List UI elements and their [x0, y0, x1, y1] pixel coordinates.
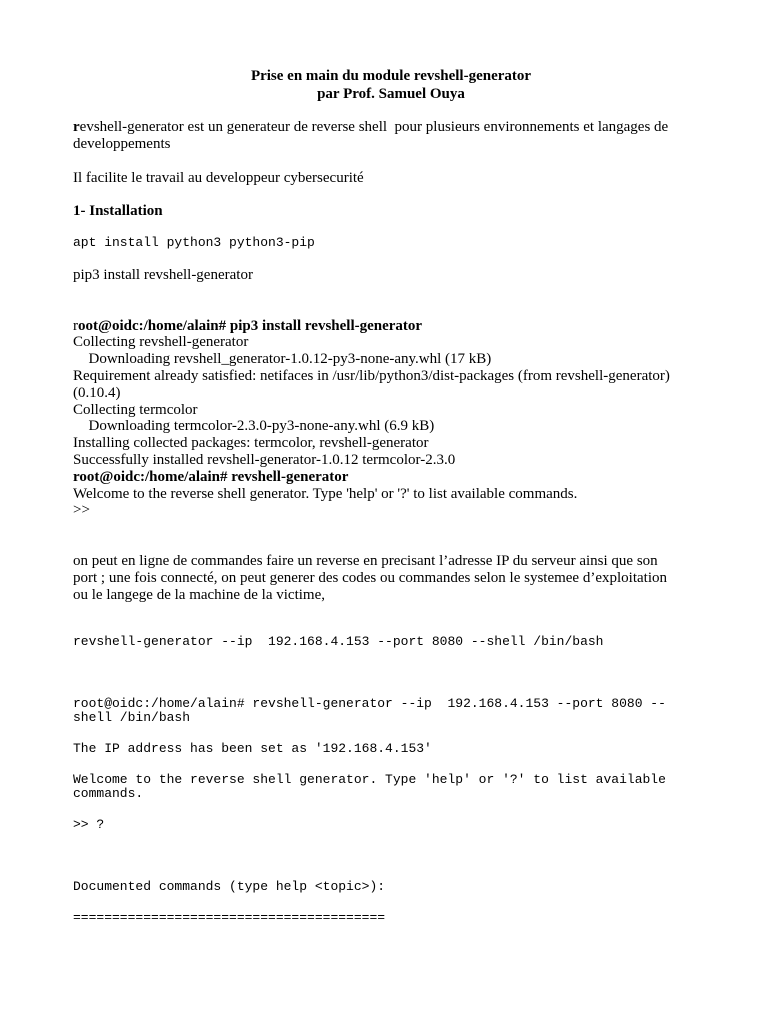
install-output-line: Successfully installed revshell-generator-1.0.12 termcolor-2.3.0 [73, 452, 456, 468]
example-welcome-line2: commands. [73, 786, 144, 801]
separator-line: ======================================== [73, 910, 386, 925]
help-query-prompt: >> ? [73, 817, 105, 832]
install-output-line: Downloading termcolor-2.3.0-py3-none-any.whl (6.9 kB) [81, 418, 435, 434]
intro-paragraph-2: Il facilite le travail au developpeur cybersecurité [73, 170, 364, 186]
example-command: revshell-generator --ip 192.168.4.153 --port 8080 --shell /bin/bash [73, 634, 604, 649]
example-prompt-line1: root@oidc:/home/alain# revshell-generator --ip 192.168.4.153 --port 8080 -- [73, 696, 666, 711]
install-output-line: Requirement already satisfied: netifaces in /usr/lib/python3/dist-packages (from revshell-generator) [73, 368, 670, 384]
install-prompt-text: oot@oidc:/home/alain# pip3 install revshell-generator [78, 318, 423, 334]
install-output-line: Installing collected packages: termcolor, revshell-generator [73, 435, 429, 451]
intro-paragraph-line2: developpements [73, 136, 171, 152]
run-prompt: root@oidc:/home/alain# revshell-generator [73, 469, 349, 485]
apt-install-command: apt install python3 python3-pip [73, 235, 315, 250]
pip-install-command: pip3 install revshell-generator [73, 267, 253, 283]
explanation-line2: port ; une fois connecté, on peut generer des codes ou commandes selon le systemee d’exploitation [73, 570, 667, 586]
document-title-line2: par Prof. Samuel Ouya [317, 86, 465, 102]
explanation-line1: on peut en ligne de commandes faire un reverse en precisant l’adresse IP du serveur ainsi que son [73, 553, 658, 569]
install-output-line: Downloading revshell_generator-1.0.12-py3-none-any.whl (17 kB) [81, 351, 492, 367]
install-output-line: Collecting termcolor [73, 402, 198, 418]
welcome-message: Welcome to the reverse shell generator. Type 'help' or '?' to list available commands. [73, 486, 578, 502]
example-prompt-line2: shell /bin/bash [73, 710, 191, 725]
explanation-line3: ou le langege de la machine de la victime, [73, 587, 325, 603]
install-prompt-first-letter: r [73, 318, 78, 334]
shell-prompt-arrow: >> [73, 502, 90, 518]
ip-set-message: The IP address has been set as '192.168.4.153' [73, 741, 432, 756]
intro-paragraph-line1 [73, 119, 668, 136]
install-output-line: Collecting revshell-generator [73, 334, 249, 350]
example-welcome-line1: Welcome to the reverse shell generator. Type 'help' or '?' to list available [73, 772, 666, 787]
intro-line1-text: evshell-generator est un generateur de reverse shell pour plusieurs environnements et langages de [79, 119, 669, 135]
install-prompt [73, 318, 422, 335]
installation-heading: 1- Installation [73, 203, 163, 219]
documented-commands-header: Documented commands (type help <topic>): [73, 879, 386, 894]
install-output-line: (0.10.4) [73, 385, 121, 401]
document-title-line1: Prise en main du module revshell-generator [250, 68, 532, 84]
intro-first-letter: r [73, 119, 80, 135]
